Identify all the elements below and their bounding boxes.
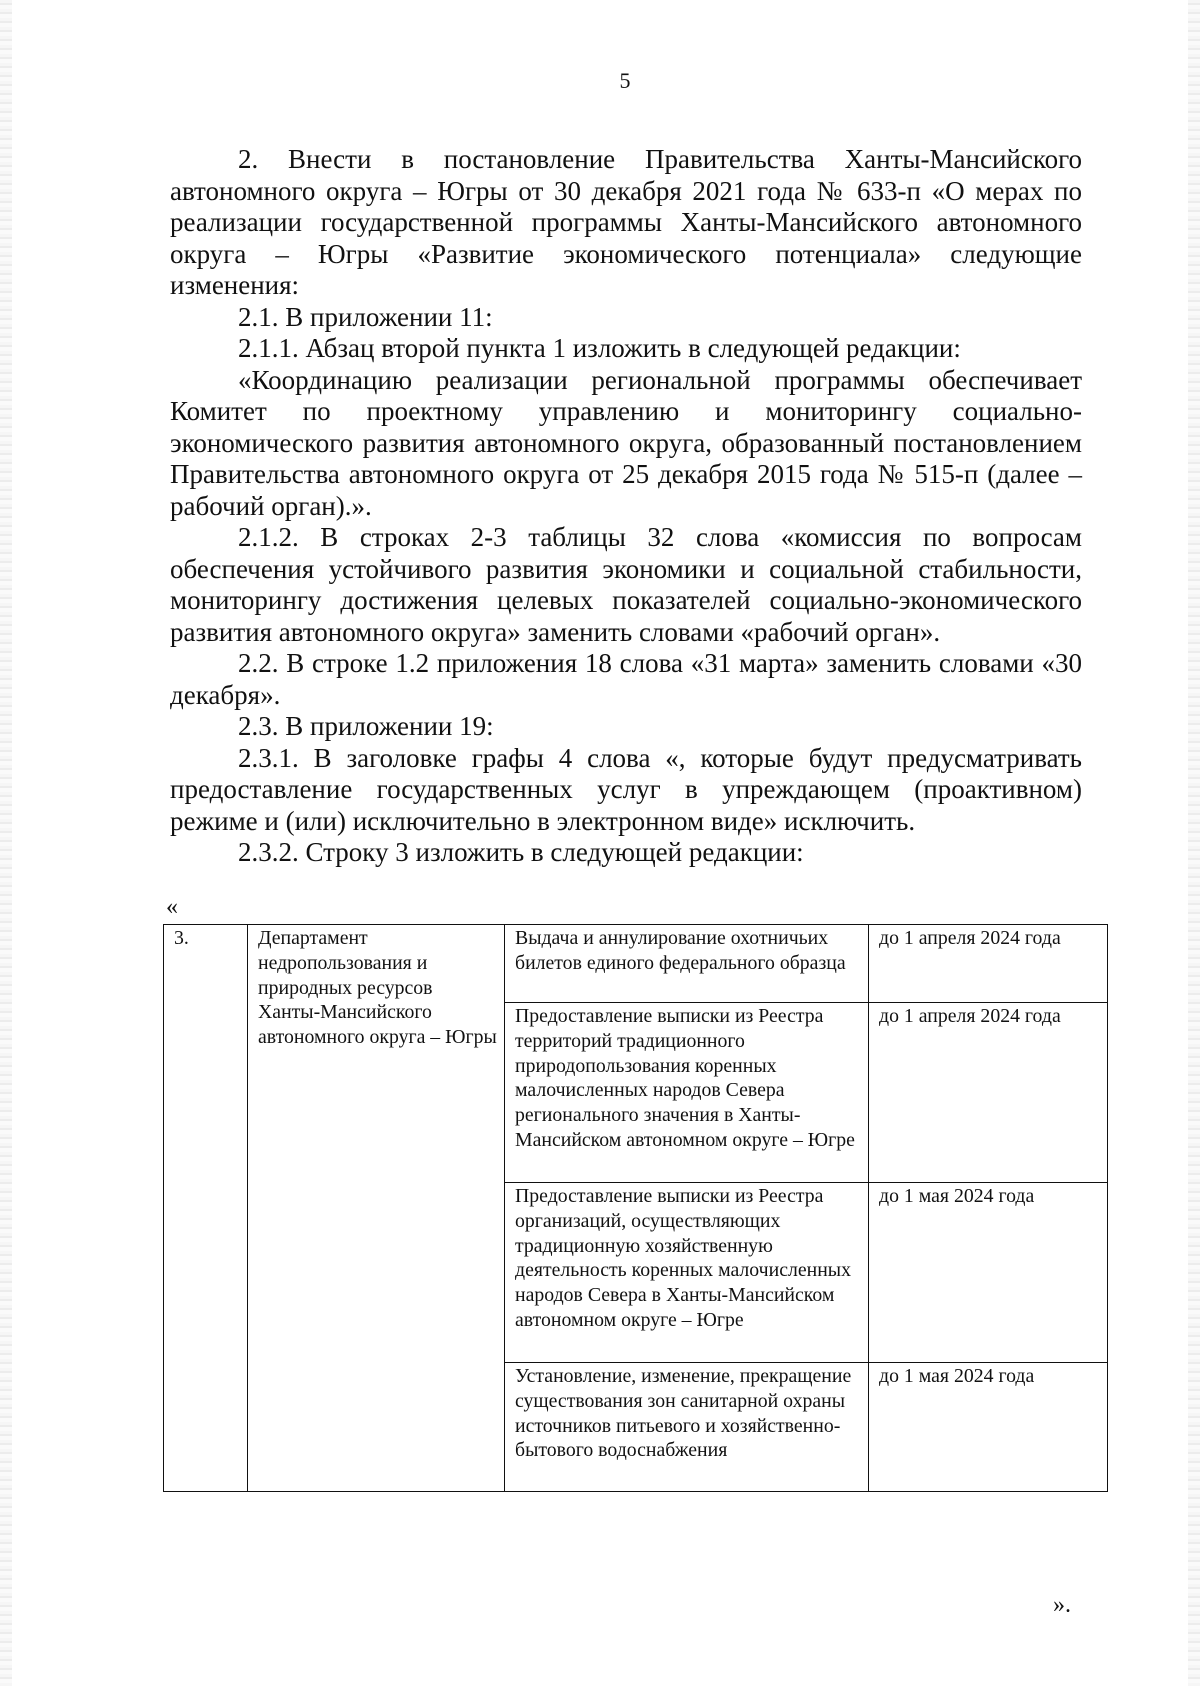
scan-edge-right [1188, 0, 1200, 1686]
paragraph-item-2-3-2: 2.3.2. Строку 3 изложить в следующей редакции: [238, 837, 804, 867]
paragraph-item-2-2: 2.2. В строке 1.2 приложения 18 слова «31 марта» заменить словами «30 декабря». [170, 648, 1082, 710]
document-body [170, 144, 1082, 869]
paragraph-item-2-1-2: 2.1.2. В строках 2-3 таблицы 32 слова «комиссия по вопросам обеспечения устойчивого развития экономики и социальной стабильности, мониторингу достижения целевых показателей социально-экономического развития автономного округа» заменить словами «рабочий орган». [170, 522, 1082, 647]
table-closing-quote: ». [1053, 1592, 1071, 1618]
service-cell: Установление, изменение, прекращение существования зон санитарной охраны источников питьевого и хозяйственно-бытового водоснабжения [505, 1363, 869, 1492]
deadline-cell: до 1 мая 2024 года [869, 1183, 1108, 1363]
table-row [164, 925, 1108, 1003]
paragraph-item-2-1: 2.1. В приложении 11: [238, 301, 493, 332]
paragraph-item-2-3-1: 2.3.1. В заголовке графы 4 слова «, которые будут предусматривать предоставление государственных услуг в упреждающем (проактивном) режиме и (или) исключительно в электронном виде» исключить. [170, 742, 1082, 836]
deadline-cell: до 1 апреля 2024 года [869, 1003, 1108, 1183]
department-cell: Департамент недропользования и природных ресурсов Ханты-Мансийского автономного округа – Югры [248, 925, 505, 1492]
deadline-cell: до 1 мая 2024 года [869, 1363, 1108, 1492]
service-cell: Выдача и аннулирование охотничьих билетов единого федерального образца [505, 925, 869, 1003]
paragraph-item-2-1-1: 2.1.1. Абзац второй пункта 1 изложить в следующей редакции: [238, 333, 961, 363]
table-opening-quote: « [166, 894, 178, 920]
scan-edge-left [0, 0, 12, 1686]
paragraph-item-2: 2. Внести в постановление Правительства Ханты-Мансийского автономного округа – Югры от 30 декабря 2021 года № 633-п «О мерах по реализации государственной программы Ханты-Мансийского автономного округа – Югры «Развитие экономического потенциала» следующие изменения: [170, 144, 1082, 300]
amendment-table [163, 924, 1108, 1492]
page-number: 5 [619, 68, 631, 93]
service-cell: Предоставление выписки из Реестра территорий традиционного природопользования коренных малочисленных народов Севера регионального значения в Ханты-Мансийском автономном округе – Югре [505, 1003, 869, 1183]
deadline-cell: до 1 апреля 2024 года [869, 925, 1108, 1003]
service-cell: Предоставление выписки из Реестра организаций, осуществляющих традиционную хозяйственную деятельность коренных малочисленных народов Севера в Ханты-Мансийском автономном округе – Югре [505, 1183, 869, 1363]
row-number-cell: 3. [164, 925, 248, 1492]
paragraph-quoted-text: «Координацию реализации региональной программы обеспечивает Комитет по проектному управлению и мониторингу социально-экономического развития автономного округа, образованный постановлением Правительства автономного округа от 25 декабря 2015 года № 515-п (далее – рабочий орган).». [170, 364, 1082, 521]
paragraph-item-2-3: 2.3. В приложении 19: [238, 711, 494, 741]
